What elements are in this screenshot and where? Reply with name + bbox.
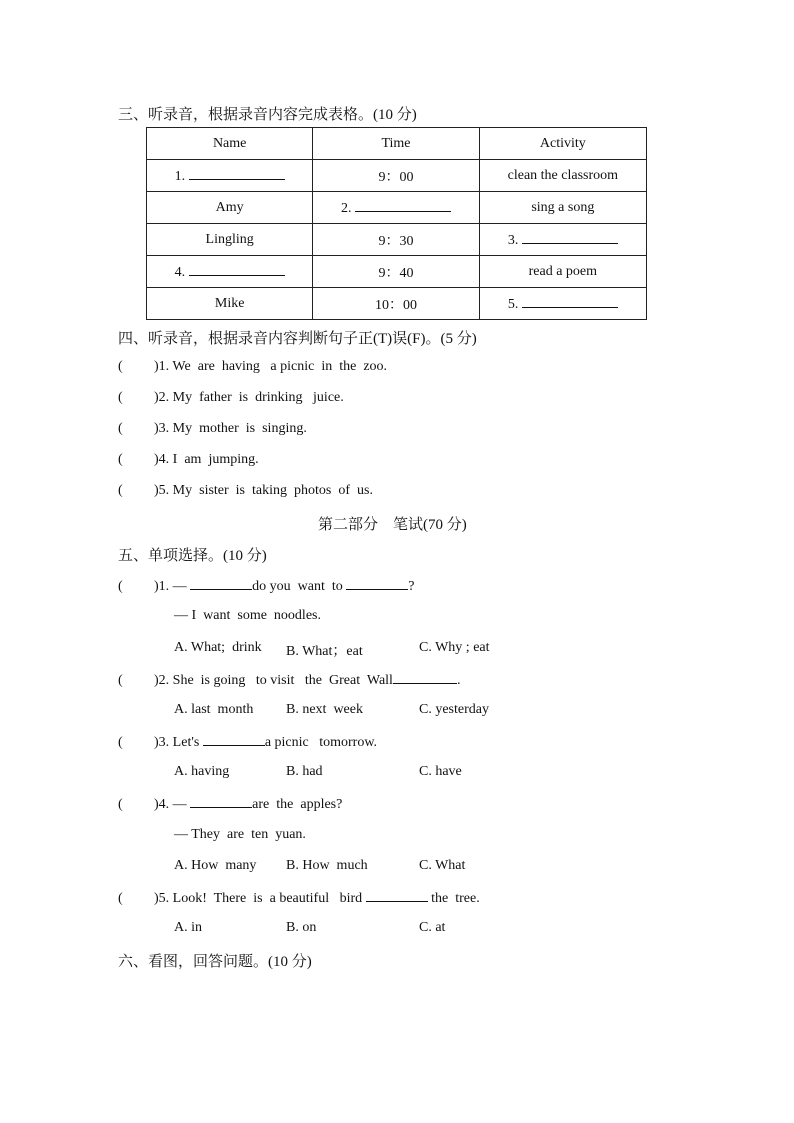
mc-question: [118, 795, 342, 813]
question-text: Look! There is a beautiful bird: [172, 891, 363, 906]
mc-question: [118, 889, 480, 907]
table-row: [147, 160, 647, 192]
table-row: [147, 256, 647, 288]
answer-blank[interactable]: [366, 889, 428, 902]
section5-title: 五、单项选择。(10 分): [118, 548, 267, 564]
answer-paren[interactable]: (: [118, 483, 123, 498]
part2-title: 第二部分 笔试(70 分): [318, 517, 467, 533]
cell-activity: [479, 288, 646, 320]
cell-name: [147, 160, 313, 192]
answer-blank[interactable]: [346, 577, 408, 590]
blank-label: 3.: [507, 232, 519, 248]
option-b[interactable]: B. had: [286, 764, 323, 779]
tf-item: [118, 359, 387, 375]
cell-name: Lingling: [147, 224, 313, 256]
answer-blank[interactable]: [355, 199, 451, 212]
table-row: [147, 288, 647, 320]
question-text: are the apples?: [252, 797, 343, 812]
item-number: )2.: [154, 390, 170, 405]
schedule-table: [146, 127, 647, 320]
mc-question: [118, 671, 460, 689]
option-b[interactable]: B. on: [286, 920, 317, 935]
tf-item: [118, 452, 259, 468]
answer-blank[interactable]: [189, 167, 285, 180]
answer-blank[interactable]: [190, 577, 252, 590]
cell-time: 9：40: [313, 256, 479, 288]
option-c[interactable]: C. Why ; eat: [419, 640, 490, 655]
option-c[interactable]: C. have: [419, 764, 462, 779]
answer-paren[interactable]: (: [118, 735, 123, 750]
item-number: )3.: [154, 421, 170, 436]
question-text: the tree.: [431, 891, 480, 906]
question-text: a picnic tomorrow.: [264, 735, 378, 750]
header-time: Time: [313, 128, 479, 160]
answer-paren[interactable]: (: [118, 673, 123, 688]
answer-paren[interactable]: (: [118, 579, 123, 594]
table-row: [147, 224, 647, 256]
tf-item: [118, 483, 373, 499]
header-name: Name: [147, 128, 313, 160]
tf-item: [118, 390, 344, 406]
option-a[interactable]: A. How many: [174, 858, 257, 873]
cell-activity: clean the classroom: [479, 160, 646, 192]
cell-activity: [479, 224, 646, 256]
answer-blank[interactable]: [522, 295, 618, 308]
section4-title: 四、听录音，根据录音内容判断句子正(T)误(F)。(5 分): [118, 331, 477, 347]
item-number: )2.: [154, 673, 170, 688]
answer-paren[interactable]: (: [118, 359, 123, 374]
section6-title: 六、看图，回答问题。(10 分): [118, 954, 312, 970]
cell-time: 9：30: [313, 224, 479, 256]
question-text: ?: [408, 579, 415, 594]
cell-time: [313, 192, 479, 224]
answer-blank[interactable]: [190, 795, 252, 808]
answer-paren[interactable]: (: [118, 390, 123, 405]
item-text: We are having a picnic in the zoo.: [172, 359, 388, 374]
item-number: )4.: [154, 452, 170, 467]
mc-question: [118, 577, 415, 595]
item-number: )3.: [154, 735, 170, 750]
blank-label: 4.: [174, 264, 186, 280]
item-text: My sister is taking photos of us.: [172, 483, 373, 498]
item-number: )1.: [154, 359, 170, 374]
question-text: She is going to visit the Great Wall: [172, 673, 393, 688]
blank-label: 2.: [340, 200, 352, 216]
answer-paren[interactable]: (: [118, 421, 123, 436]
answer-blank[interactable]: [203, 733, 265, 746]
option-b[interactable]: B. What；eat: [286, 644, 363, 659]
answer-paren[interactable]: (: [118, 891, 123, 906]
followup-text: — They are ten yuan.: [174, 827, 306, 842]
blank-label: 5.: [507, 296, 519, 312]
question-text: .: [456, 673, 461, 688]
option-a[interactable]: A. What; drink: [174, 640, 262, 655]
item-number: )1.: [154, 579, 170, 594]
option-a[interactable]: A. having: [174, 764, 230, 779]
question-text: —: [172, 579, 187, 594]
cell-name: [147, 256, 313, 288]
cell-time: 9：00: [313, 160, 479, 192]
followup-text: — I want some noodles.: [174, 608, 321, 623]
option-c[interactable]: C. yesterday: [419, 702, 489, 717]
option-a[interactable]: A. last month: [174, 702, 254, 717]
table-header-row: [147, 128, 647, 160]
question-text: —: [172, 797, 187, 812]
item-number: )5.: [154, 891, 170, 906]
item-text: My father is drinking juice.: [172, 390, 344, 405]
cell-name: Mike: [147, 288, 313, 320]
answer-blank[interactable]: [189, 263, 285, 276]
question-text: Let's: [172, 735, 200, 750]
cell-activity: read a poem: [479, 256, 646, 288]
option-c[interactable]: C. at: [419, 920, 446, 935]
table-row: [147, 192, 647, 224]
option-b[interactable]: B. next week: [286, 702, 363, 717]
section3-title: 三、听录音，根据录音内容完成表格。(10 分): [118, 107, 417, 123]
item-text: I am jumping.: [172, 452, 259, 467]
cell-time: 10：00: [313, 288, 479, 320]
mc-question: [118, 733, 377, 751]
header-activity: Activity: [479, 128, 646, 160]
question-text: do you want to: [252, 579, 343, 594]
item-number: )5.: [154, 483, 170, 498]
tf-item: [118, 421, 307, 437]
blank-label: 1.: [174, 168, 186, 184]
option-a[interactable]: A. in: [174, 920, 202, 935]
item-text: My mother is singing.: [172, 421, 307, 436]
item-number: )4.: [154, 797, 170, 812]
cell-name: Amy: [147, 192, 313, 224]
answer-blank[interactable]: [393, 671, 457, 684]
answer-blank[interactable]: [522, 231, 618, 244]
cell-activity: sing a song: [479, 192, 646, 224]
answer-paren[interactable]: (: [118, 797, 123, 812]
option-b[interactable]: B. How much: [286, 858, 368, 873]
answer-paren[interactable]: (: [118, 452, 123, 467]
option-c[interactable]: C. What: [419, 858, 466, 873]
